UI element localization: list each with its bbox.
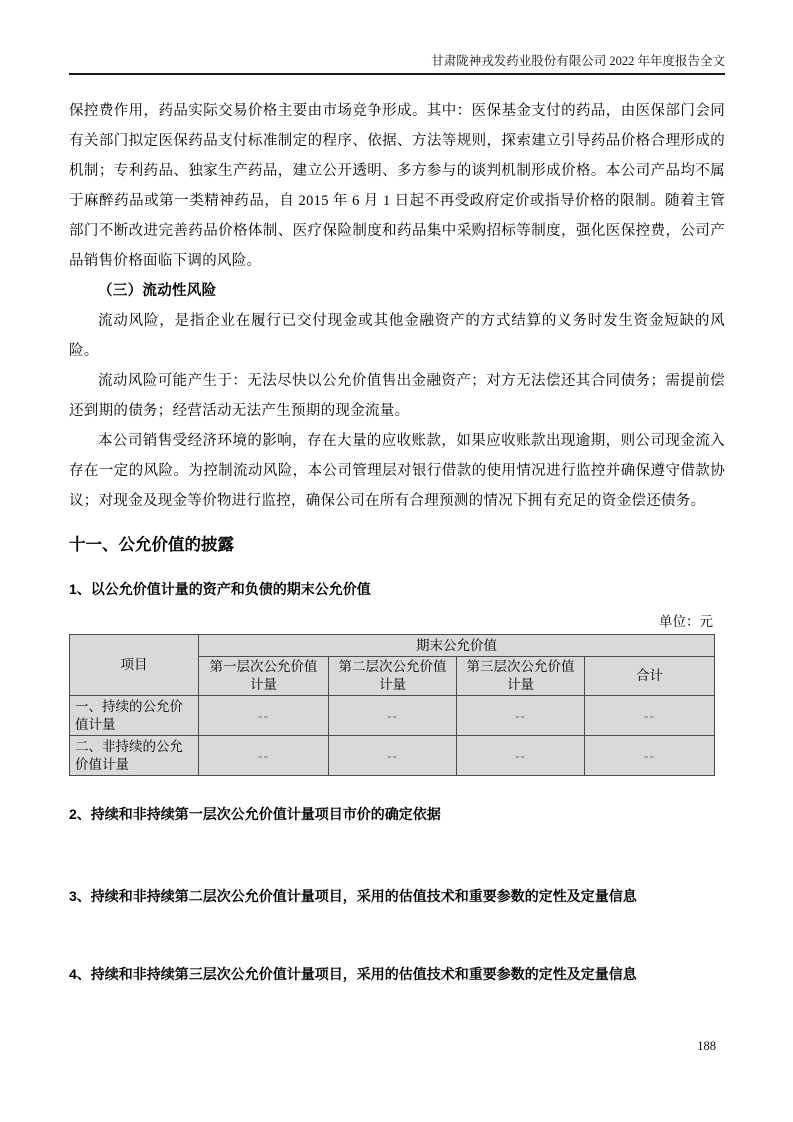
cell-value: -- <box>585 696 715 736</box>
paragraph-liquidity-definition: 流动风险，是指企业在履行已交付现金或其他金融资产的方式结算的义务时发生资金短缺的风险。 <box>69 313 725 359</box>
subheading-4: 4、持续和非持续第三层次公允价值计量项目，采用的估值技术和重要参数的定性及定量信息 <box>69 966 637 982</box>
fair-value-table <box>69 634 715 776</box>
paragraph-liquidity-control: 本公司销售受经济环境的影响，存在大量的应收账款，如果应收账款出现逾期，则公司现金流入存在一定的风险。为控制流动风险，本公司管理层对银行借款的使用情况进行监控并确保遵守借款协议；对现金及现金等价物进行监控，确保公司在所有合理预测的情况下拥有充足的资金偿还债务。 <box>69 433 725 509</box>
report-title: 甘肃陇神戎发药业股份有限公司 2022 年年度报告全文 <box>431 54 725 68</box>
subheading-1: 1、以公允价值计量的资产和负债的期末公允价值 <box>69 581 371 597</box>
cell-value: -- <box>199 696 329 736</box>
page-content <box>69 0 725 984</box>
table-row-continuous <box>70 696 715 736</box>
table-header-level2: 第二层次公允价值计量 <box>329 657 457 696</box>
table-row-non-continuous <box>70 736 715 776</box>
table-header-total: 合计 <box>585 657 715 696</box>
page-number: 188 <box>697 1039 716 1053</box>
cell-value: -- <box>457 736 585 776</box>
cell-value: -- <box>585 736 715 776</box>
unit-label: 单位：元 <box>659 614 713 629</box>
subheading-2: 2、持续和非持续第一层次公允价值计量项目市价的确定依据 <box>69 806 441 822</box>
table-header-item: 项目 <box>70 635 199 696</box>
table-header-level1: 第一层次公允价值计量 <box>199 657 329 696</box>
section-title-fair-value: 十一、公允价值的披露 <box>69 536 234 554</box>
cell-value: -- <box>329 696 457 736</box>
table-header-group: 期末公允价值 <box>199 635 715 657</box>
table-header-level3: 第三层次公允价值计量 <box>457 657 585 696</box>
cell-value: -- <box>457 696 585 736</box>
subheading-3: 3、持续和非持续第二层次公允价值计量项目，采用的估值技术和重要参数的定性及定量信息 <box>69 888 637 904</box>
row-label-non-continuous: 二、非持续的公允价值计量 <box>70 736 199 776</box>
running-header <box>69 0 725 75</box>
header-divider <box>69 73 725 75</box>
cell-value: -- <box>199 736 329 776</box>
paragraph-liquidity-sources: 流动风险可能产生于：无法尽快以公允价值售出金融资产；对方无法偿还其合同债务；需提前偿还到期的债务；经营活动无法产生预期的现金流量。 <box>69 373 725 419</box>
heading-liquidity-risk: （三）流动性风险 <box>98 283 217 299</box>
row-label-continuous: 一、持续的公允价值计量 <box>70 696 199 736</box>
cell-value: -- <box>329 736 457 776</box>
paragraph-price-risk: 保控费作用，药品实际交易价格主要由市场竞争形成。其中：医保基金支付的药品，由医保部门会同有关部门拟定医保药品支付标准制定的程序、依据、方法等规则，探索建立引导药品价格合理形成的机制；专利药品、独家生产药品，建立公开透明、多方参与的谈判机制形成价格。本公司产品均不属于麻醉药品或第一类精神药品，自 2015 年 6 月 1 日起不再受政府定价或指导价格的限制。随着主管部门不断改进完善药品价格体制、医疗保险制度和药品集中采购招标等制度，强化医保控费，公司产品销售价格面临下调的风险。 <box>69 103 725 269</box>
